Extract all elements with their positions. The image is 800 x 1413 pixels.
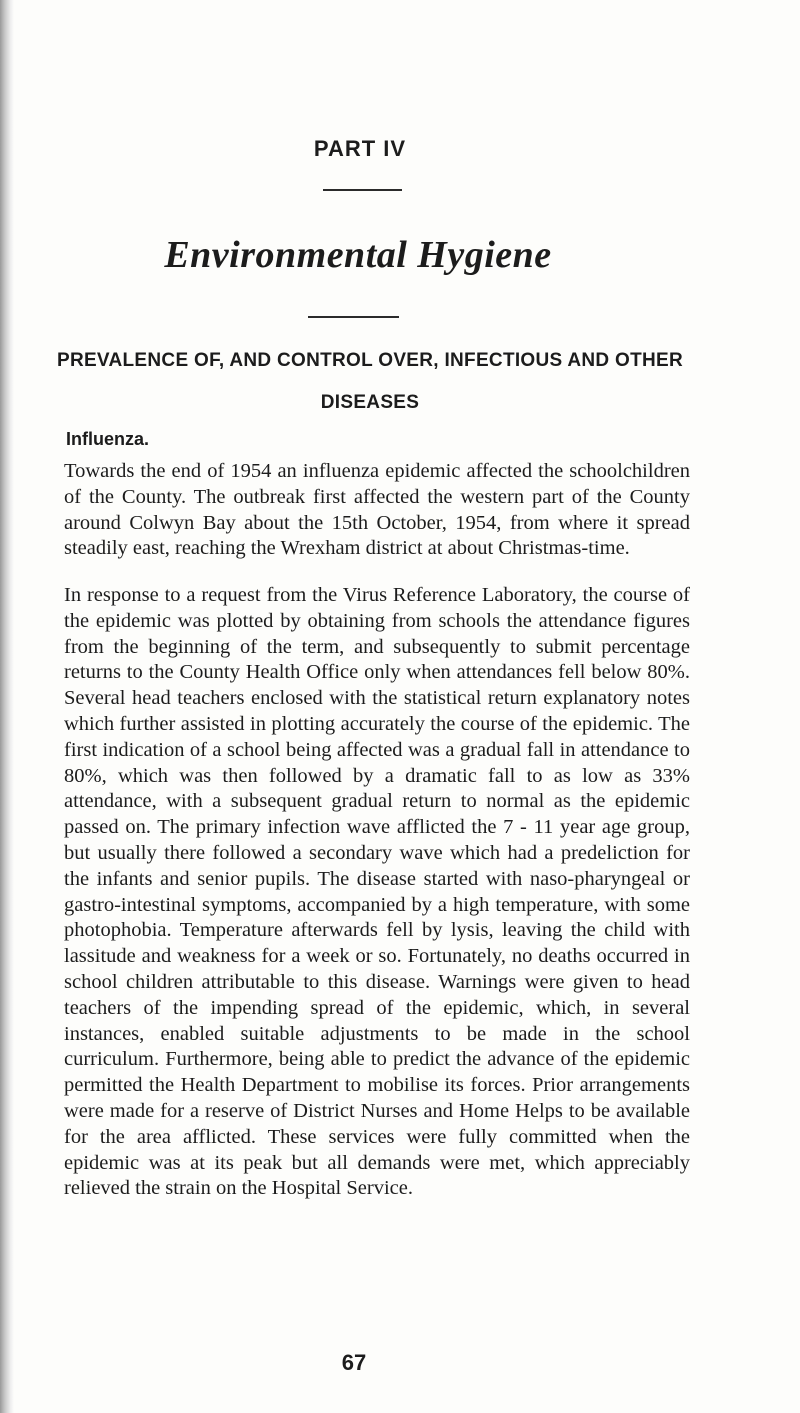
part-heading: PART IV	[313, 136, 407, 161]
divider-rule	[323, 189, 402, 191]
paragraph: In response to a request from the Virus Reference Laboratory, the course of the epidemic was plotted by obtaining from schools the attendance figures from the beginning of the term, and subsequently to submit percentage returns to the County Health Office only when attendances fell below 80%. Several head teachers enclosed with the statistical return explanatory notes which further assisted in plotting accurately the course of the epidemic. The first indication of a school being affected was a gradual fall in attendance to 80%, which was then followed by a dramatic fall to as low as 33% attendance, with a subsequent gradual return to normal as the epidemic passed on. The primary infection wave afflicted the 7 - 11 year age group, but usually there followed a secondary wave which had a predeliction for the infants and senior pupils. The disease started with naso-pharyngeal or gastro-intestinal symptoms, accompanied by a high temperature, with some photophobia. Temperature afterwards fell by lysis, leaving the child with lassitude and weakness for a week or so. Fortunately, no deaths occurred in school children attributable to this disease. Warnings were given to head teachers of the impending spread of the epidemic, which, in several instances, enabled suitable adjustments to be made in the school curriculum. Furthermore, being able to predict the advance of the epidemic permitted the Health Department to mobilise its forces. Prior arrangements were made for a reserve of District Nurses and Home Helps to be available for the area afflicted. These services were fully committed when the epidemic was at its peak but all demands were met, which appreciably relieved the strain on the Hospital Service.	[64, 584, 690, 1200]
sub-heading: Influenza.	[66, 429, 150, 449]
chapter-title: Environmental Hygiene	[164, 234, 552, 276]
page-edge-shadow	[0, 0, 14, 1413]
page-number: 67	[341, 1350, 367, 1375]
paragraph: Towards the end of 1954 an influenza epidemic affected the schoolchildren of the County. The outbreak first affected the western part of the County around Colwyn Bay about the 15th October, 1954, from where it spread steadily east, reaching the Wrexham district at about Christmas-time.	[64, 460, 690, 560]
section-heading: PREVALENCE OF, AND CONTROL OVER, INFECTIOUS AND OTHER DISEASES	[56, 350, 684, 413]
divider-rule	[308, 316, 399, 318]
